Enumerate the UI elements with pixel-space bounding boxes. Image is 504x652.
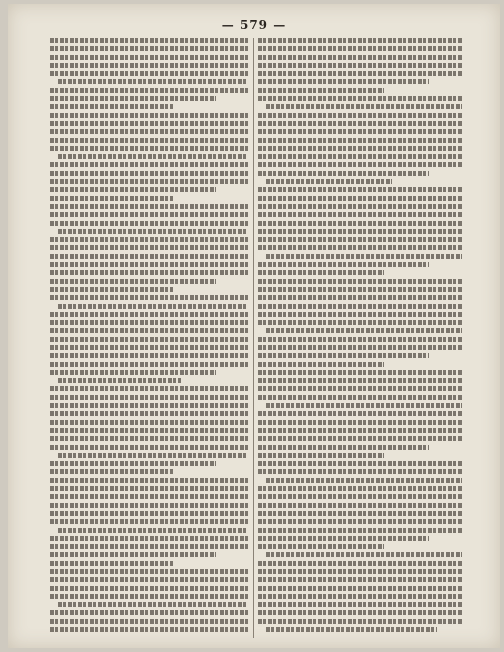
text-line	[258, 536, 429, 541]
text-line	[58, 528, 248, 533]
text-line	[258, 378, 462, 383]
text-line	[50, 212, 248, 217]
text-line	[258, 586, 462, 591]
text-line	[58, 602, 248, 607]
text-line	[258, 602, 462, 607]
text-line	[266, 104, 462, 109]
text-line	[266, 478, 462, 483]
text-line	[50, 121, 248, 126]
text-line	[258, 129, 462, 134]
text-line	[50, 179, 248, 184]
text-line	[50, 146, 248, 151]
text-line	[58, 229, 248, 234]
text-line	[258, 146, 462, 151]
text-line	[258, 312, 462, 317]
text-line	[258, 619, 462, 624]
text-line	[258, 386, 462, 391]
text-line	[50, 104, 173, 109]
text-line	[258, 270, 384, 275]
text-line	[50, 395, 248, 400]
text-line	[58, 378, 181, 383]
text-line	[258, 138, 462, 143]
text-line	[50, 478, 248, 483]
text-line	[50, 561, 173, 566]
text-line	[50, 403, 248, 408]
text-line	[266, 627, 437, 632]
text-line	[258, 79, 429, 84]
text-line	[50, 519, 248, 524]
text-line	[258, 519, 462, 524]
text-line	[258, 212, 462, 217]
text-line	[258, 295, 462, 300]
text-line	[58, 304, 248, 309]
text-line	[50, 370, 216, 375]
text-line	[258, 113, 462, 118]
text-line	[258, 494, 462, 499]
text-line	[258, 561, 462, 566]
text-line	[258, 461, 462, 466]
text-line	[258, 221, 462, 226]
text-line	[50, 503, 248, 508]
text-line	[50, 96, 216, 101]
text-line	[258, 320, 462, 325]
text-line	[258, 610, 462, 615]
text-line	[258, 436, 462, 441]
text-line	[258, 370, 462, 375]
text-line	[50, 461, 216, 466]
text-line	[58, 453, 248, 458]
text-line	[50, 129, 248, 134]
text-line	[50, 196, 173, 201]
text-line	[50, 411, 248, 416]
text-line	[50, 544, 248, 549]
text-line	[50, 420, 248, 425]
text-line	[258, 154, 462, 159]
text-line	[50, 320, 248, 325]
text-line	[50, 577, 248, 582]
text-line	[258, 279, 462, 284]
text-line	[50, 469, 173, 474]
text-line	[50, 569, 248, 574]
text-line	[50, 171, 248, 176]
text-line	[258, 337, 462, 342]
text-line	[266, 328, 462, 333]
text-line	[50, 113, 248, 118]
text-line	[50, 254, 248, 259]
text-line	[266, 254, 462, 259]
text-line	[50, 362, 248, 367]
page-number: — 579 —	[221, 18, 287, 32]
text-column-left	[50, 38, 248, 642]
text-line	[50, 295, 248, 300]
text-line	[50, 627, 248, 632]
text-line	[258, 469, 462, 474]
text-line	[50, 337, 248, 342]
text-line	[50, 162, 248, 167]
text-line	[58, 79, 248, 84]
text-line	[258, 486, 462, 491]
text-line	[58, 154, 248, 159]
text-line	[258, 237, 462, 242]
text-line	[50, 436, 248, 441]
text-line	[258, 528, 462, 533]
text-line	[50, 552, 216, 557]
text-line	[258, 395, 462, 400]
text-line	[50, 619, 248, 624]
text-line	[258, 445, 429, 450]
text-line	[258, 353, 429, 358]
text-line	[50, 221, 248, 226]
text-line	[258, 38, 462, 43]
text-line	[258, 503, 462, 508]
text-line	[258, 229, 462, 234]
text-line	[258, 187, 462, 192]
text-line	[50, 270, 248, 275]
text-line	[50, 55, 248, 60]
text-line	[50, 428, 248, 433]
text-line	[50, 494, 248, 499]
text-line	[50, 486, 248, 491]
text-line	[258, 96, 462, 101]
text-line	[258, 162, 462, 167]
text-line	[258, 544, 384, 549]
text-line	[50, 386, 248, 391]
text-line	[50, 345, 248, 350]
text-line	[50, 63, 248, 68]
text-line	[50, 279, 216, 284]
text-line	[50, 204, 248, 209]
scanned-page	[8, 4, 500, 648]
text-line	[258, 345, 462, 350]
text-line	[258, 362, 384, 367]
text-line	[258, 196, 462, 201]
text-line	[50, 594, 248, 599]
text-line	[258, 46, 462, 51]
text-line	[258, 245, 462, 250]
text-line	[50, 88, 248, 93]
text-line	[50, 328, 248, 333]
text-line	[258, 171, 429, 176]
text-line	[50, 262, 248, 267]
text-line	[266, 179, 392, 184]
text-line	[258, 304, 462, 309]
text-line	[258, 204, 462, 209]
text-line	[50, 46, 248, 51]
text-line	[266, 403, 462, 408]
text-line	[50, 511, 248, 516]
text-line	[258, 63, 462, 68]
text-line	[50, 237, 248, 242]
text-line	[50, 536, 248, 541]
text-line	[258, 453, 384, 458]
text-line	[258, 594, 462, 599]
text-line	[50, 287, 173, 292]
text-line	[258, 55, 462, 60]
text-line	[50, 71, 248, 76]
column-divider	[253, 38, 254, 638]
text-line	[258, 511, 462, 516]
text-line	[50, 353, 248, 358]
text-line	[258, 287, 462, 292]
text-line	[258, 71, 462, 76]
text-line	[50, 245, 248, 250]
text-line	[258, 428, 462, 433]
text-line	[258, 88, 384, 93]
text-line	[50, 312, 248, 317]
text-line	[258, 411, 462, 416]
text-line	[50, 586, 248, 591]
text-line	[266, 552, 462, 557]
text-line	[50, 138, 248, 143]
text-column-right	[258, 38, 462, 642]
text-line	[258, 262, 429, 267]
text-line	[258, 569, 462, 574]
text-line	[258, 420, 462, 425]
text-line	[50, 610, 248, 615]
text-line	[258, 577, 462, 582]
text-line	[258, 121, 462, 126]
text-line	[50, 187, 216, 192]
text-line	[50, 38, 248, 43]
text-line	[50, 445, 248, 450]
